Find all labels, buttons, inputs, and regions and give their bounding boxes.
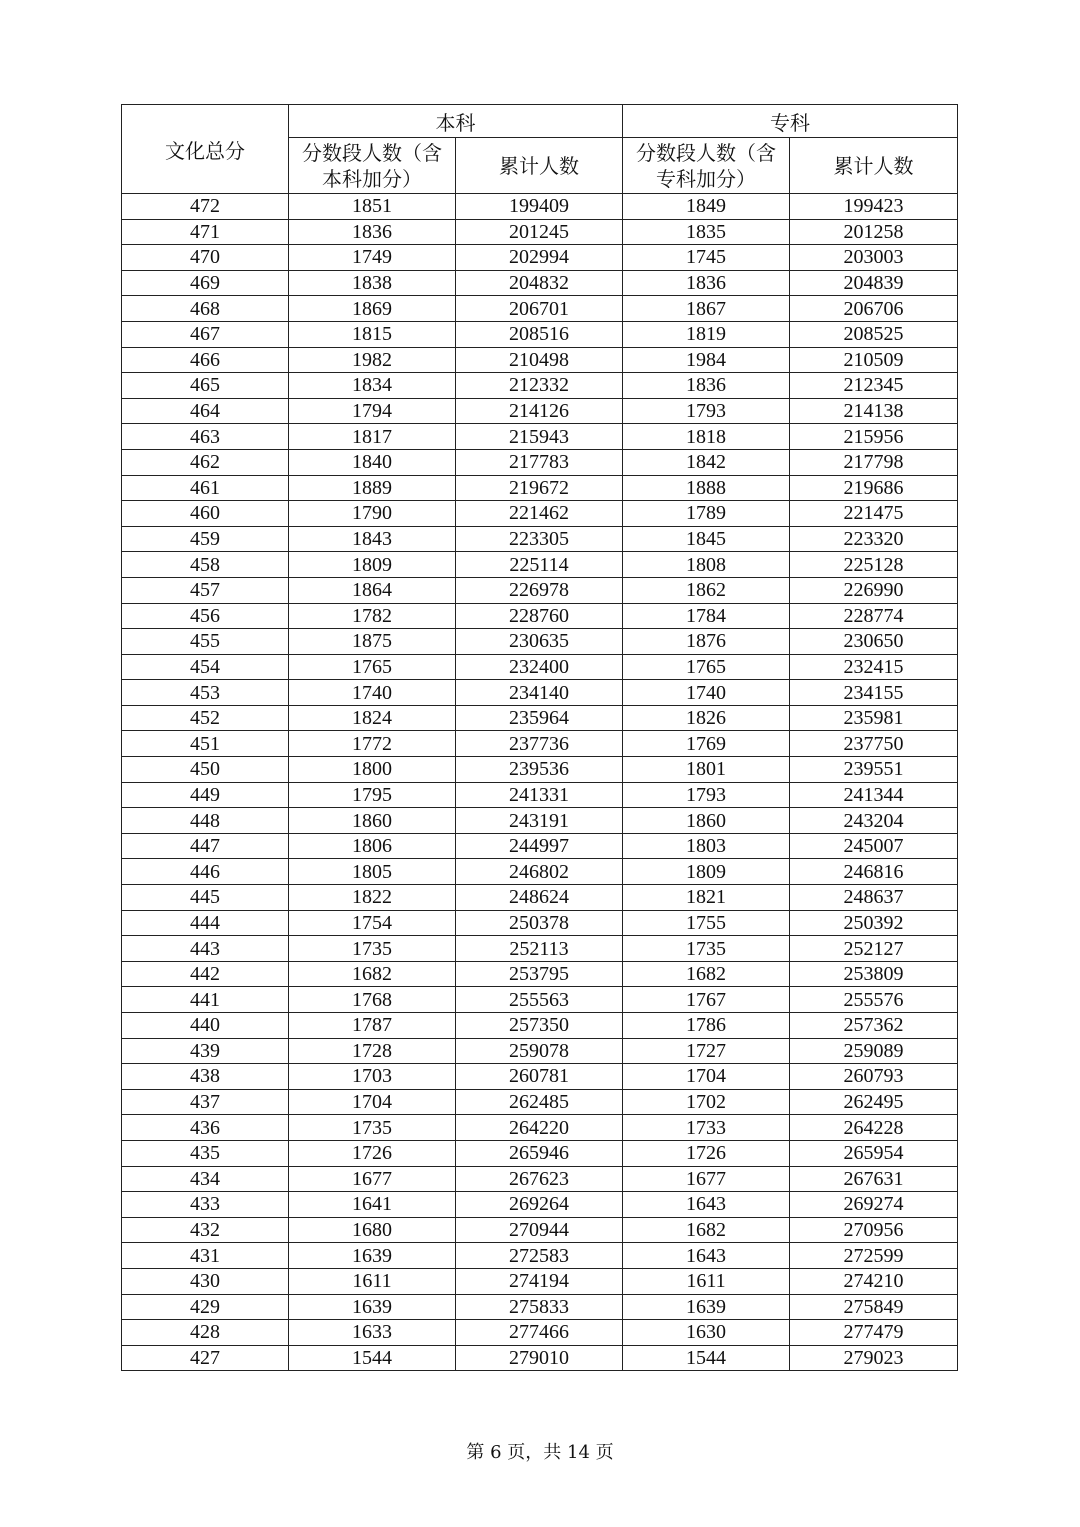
college-count-cell: 1809 (623, 859, 790, 885)
table-row (122, 987, 958, 1013)
table-row (122, 1192, 958, 1218)
college-cumulative-cell: 267631 (790, 1166, 958, 1192)
score-cell: 454 (122, 654, 289, 680)
college-cumulative-cell: 248637 (790, 885, 958, 911)
score-cell: 444 (122, 910, 289, 936)
table-row (122, 1294, 958, 1320)
undergrad-count-cell: 1822 (289, 885, 456, 911)
score-distribution-table (121, 104, 958, 1371)
score-cell: 441 (122, 987, 289, 1013)
table-row (122, 808, 958, 834)
college-count-cell: 1836 (623, 373, 790, 399)
score-cell: 451 (122, 731, 289, 757)
college-count-cell: 1682 (623, 1217, 790, 1243)
college-count-cell: 1677 (623, 1166, 790, 1192)
score-cell: 434 (122, 1166, 289, 1192)
college-cumulative-cell: 272599 (790, 1243, 958, 1269)
undergrad-count-cell: 1824 (289, 705, 456, 731)
college-count-cell: 1836 (623, 270, 790, 296)
college-count-cell: 1826 (623, 705, 790, 731)
college-count-cell: 1643 (623, 1243, 790, 1269)
college-cumulative-cell: 221475 (790, 501, 958, 527)
table-row (122, 296, 958, 322)
undergrad-cumulative-cell: 253795 (456, 961, 623, 987)
college-count-cell: 1818 (623, 424, 790, 450)
header-college: 专科 (623, 105, 958, 138)
undergrad-count-cell: 1817 (289, 424, 456, 450)
score-cell: 464 (122, 398, 289, 424)
table-row (122, 219, 958, 245)
table-row (122, 1268, 958, 1294)
college-cumulative-cell: 270956 (790, 1217, 958, 1243)
score-cell: 431 (122, 1243, 289, 1269)
college-count-cell: 1733 (623, 1115, 790, 1141)
undergrad-cumulative-cell: 199409 (456, 194, 623, 220)
undergrad-cumulative-cell: 230635 (456, 629, 623, 655)
college-count-cell: 1819 (623, 321, 790, 347)
college-cumulative-cell: 252127 (790, 936, 958, 962)
college-cumulative-cell: 212345 (790, 373, 958, 399)
college-count-cell: 1630 (623, 1320, 790, 1346)
undergrad-cumulative-cell: 210498 (456, 347, 623, 373)
undergrad-count-cell: 1735 (289, 936, 456, 962)
score-cell: 457 (122, 577, 289, 603)
score-cell: 439 (122, 1038, 289, 1064)
college-cumulative-cell: 241344 (790, 782, 958, 808)
college-count-cell: 1740 (623, 680, 790, 706)
college-cumulative-cell: 234155 (790, 680, 958, 706)
score-cell: 438 (122, 1064, 289, 1090)
table-row (122, 705, 958, 731)
college-count-cell: 1755 (623, 910, 790, 936)
undergrad-cumulative-cell: 241331 (456, 782, 623, 808)
undergrad-cumulative-cell: 250378 (456, 910, 623, 936)
college-cumulative-cell: 265954 (790, 1140, 958, 1166)
table-row (122, 757, 958, 783)
college-cumulative-cell: 208525 (790, 321, 958, 347)
undergrad-cumulative-cell: 206701 (456, 296, 623, 322)
undergrad-count-cell: 1805 (289, 859, 456, 885)
undergrad-cumulative-cell: 221462 (456, 501, 623, 527)
undergrad-cumulative-cell: 201245 (456, 219, 623, 245)
undergrad-count-cell: 1800 (289, 757, 456, 783)
college-count-cell: 1767 (623, 987, 790, 1013)
college-cumulative-cell: 255576 (790, 987, 958, 1013)
header-undergrad-count (289, 138, 456, 194)
college-count-cell: 1821 (623, 885, 790, 911)
college-count-cell: 1876 (623, 629, 790, 655)
undergrad-count-cell: 1639 (289, 1243, 456, 1269)
header-college-cumulative: 累计人数 (790, 138, 958, 194)
college-cumulative-cell: 235981 (790, 705, 958, 731)
undergrad-cumulative-cell: 234140 (456, 680, 623, 706)
header-undergrad-count-line1: 分数段人数（含 (302, 140, 442, 165)
college-cumulative-cell: 257362 (790, 1013, 958, 1039)
undergrad-count-cell: 1982 (289, 347, 456, 373)
score-cell: 463 (122, 424, 289, 450)
college-cumulative-cell: 262495 (790, 1089, 958, 1115)
college-count-cell: 1611 (623, 1268, 790, 1294)
college-count-cell: 1727 (623, 1038, 790, 1064)
table-row (122, 347, 958, 373)
undergrad-count-cell: 1728 (289, 1038, 456, 1064)
college-cumulative-cell: 217798 (790, 449, 958, 475)
undergrad-count-cell: 1838 (289, 270, 456, 296)
college-count-cell: 1643 (623, 1192, 790, 1218)
undergrad-cumulative-cell: 260781 (456, 1064, 623, 1090)
college-cumulative-cell: 210509 (790, 347, 958, 373)
college-count-cell: 1682 (623, 961, 790, 987)
college-count-cell: 1704 (623, 1064, 790, 1090)
undergrad-count-cell: 1740 (289, 680, 456, 706)
undergrad-cumulative-cell: 270944 (456, 1217, 623, 1243)
score-cell: 469 (122, 270, 289, 296)
undergrad-count-cell: 1815 (289, 321, 456, 347)
undergrad-count-cell: 1843 (289, 526, 456, 552)
table-row (122, 961, 958, 987)
undergrad-count-cell: 1787 (289, 1013, 456, 1039)
college-cumulative-cell: 223320 (790, 526, 958, 552)
score-cell: 447 (122, 833, 289, 859)
college-count-cell: 1702 (623, 1089, 790, 1115)
undergrad-cumulative-cell: 267623 (456, 1166, 623, 1192)
college-count-cell: 1984 (623, 347, 790, 373)
undergrad-count-cell: 1726 (289, 1140, 456, 1166)
header-college-count-line2: 专科加分） (656, 166, 756, 191)
table-row (122, 1320, 958, 1346)
undergrad-count-cell: 1749 (289, 245, 456, 271)
college-cumulative-cell: 199423 (790, 194, 958, 220)
undergrad-count-cell: 1840 (289, 449, 456, 475)
college-cumulative-cell: 269274 (790, 1192, 958, 1218)
undergrad-cumulative-cell: 219672 (456, 475, 623, 501)
undergrad-cumulative-cell: 215943 (456, 424, 623, 450)
undergrad-cumulative-cell: 257350 (456, 1013, 623, 1039)
college-cumulative-cell: 239551 (790, 757, 958, 783)
score-cell: 472 (122, 194, 289, 220)
score-cell: 466 (122, 347, 289, 373)
college-cumulative-cell: 225128 (790, 552, 958, 578)
college-cumulative-cell: 243204 (790, 808, 958, 834)
college-cumulative-cell: 230650 (790, 629, 958, 655)
header-college-count (623, 138, 790, 194)
undergrad-count-cell: 1682 (289, 961, 456, 987)
college-cumulative-cell: 245007 (790, 833, 958, 859)
college-cumulative-cell: 260793 (790, 1064, 958, 1090)
header-total-score: 文化总分 (122, 105, 289, 194)
undergrad-count-cell: 1795 (289, 782, 456, 808)
score-cell: 460 (122, 501, 289, 527)
table-row (122, 680, 958, 706)
table-row (122, 603, 958, 629)
table-row (122, 910, 958, 936)
undergrad-cumulative-cell: 246802 (456, 859, 623, 885)
college-count-cell: 1849 (623, 194, 790, 220)
college-cumulative-cell: 228774 (790, 603, 958, 629)
table-row (122, 321, 958, 347)
college-count-cell: 1801 (623, 757, 790, 783)
table-row (122, 731, 958, 757)
table-row (122, 245, 958, 271)
score-cell: 437 (122, 1089, 289, 1115)
undergrad-cumulative-cell: 204832 (456, 270, 623, 296)
undergrad-cumulative-cell: 208516 (456, 321, 623, 347)
undergrad-cumulative-cell: 244997 (456, 833, 623, 859)
table-row (122, 1345, 958, 1371)
college-cumulative-cell: 275849 (790, 1294, 958, 1320)
score-cell: 440 (122, 1013, 289, 1039)
undergrad-cumulative-cell: 265946 (456, 1140, 623, 1166)
table-row (122, 859, 958, 885)
undergrad-count-cell: 1641 (289, 1192, 456, 1218)
table-row (122, 1115, 958, 1141)
college-cumulative-cell: 226990 (790, 577, 958, 603)
undergrad-cumulative-cell: 237736 (456, 731, 623, 757)
table-row (122, 1140, 958, 1166)
college-count-cell: 1544 (623, 1345, 790, 1371)
table-row (122, 1243, 958, 1269)
table-row (122, 885, 958, 911)
table-row (122, 1166, 958, 1192)
undergrad-count-cell: 1836 (289, 219, 456, 245)
header-undergrad-count-line2: 本科加分） (322, 166, 422, 191)
header-undergrad: 本科 (289, 105, 623, 138)
score-cell: 470 (122, 245, 289, 271)
score-cell: 452 (122, 705, 289, 731)
score-cell: 453 (122, 680, 289, 706)
college-count-cell: 1745 (623, 245, 790, 271)
undergrad-cumulative-cell: 255563 (456, 987, 623, 1013)
undergrad-cumulative-cell: 274194 (456, 1268, 623, 1294)
score-cell: 436 (122, 1115, 289, 1141)
table-row (122, 194, 958, 220)
college-count-cell: 1793 (623, 782, 790, 808)
score-cell: 446 (122, 859, 289, 885)
score-cell: 461 (122, 475, 289, 501)
college-count-cell: 1867 (623, 296, 790, 322)
undergrad-cumulative-cell: 277466 (456, 1320, 623, 1346)
undergrad-cumulative-cell: 252113 (456, 936, 623, 962)
undergrad-cumulative-cell: 243191 (456, 808, 623, 834)
undergrad-count-cell: 1889 (289, 475, 456, 501)
undergrad-count-cell: 1765 (289, 654, 456, 680)
table-row (122, 782, 958, 808)
score-cell: 468 (122, 296, 289, 322)
undergrad-count-cell: 1754 (289, 910, 456, 936)
college-cumulative-cell: 206706 (790, 296, 958, 322)
college-cumulative-cell: 264228 (790, 1115, 958, 1141)
table-row (122, 1013, 958, 1039)
college-count-cell: 1845 (623, 526, 790, 552)
undergrad-count-cell: 1677 (289, 1166, 456, 1192)
table-row (122, 501, 958, 527)
undergrad-cumulative-cell: 214126 (456, 398, 623, 424)
undergrad-cumulative-cell: 226978 (456, 577, 623, 603)
undergrad-cumulative-cell: 228760 (456, 603, 623, 629)
undergrad-count-cell: 1875 (289, 629, 456, 655)
table-row (122, 526, 958, 552)
undergrad-count-cell: 1806 (289, 833, 456, 859)
undergrad-count-cell: 1809 (289, 552, 456, 578)
undergrad-cumulative-cell: 269264 (456, 1192, 623, 1218)
college-cumulative-cell: 204839 (790, 270, 958, 296)
table-row (122, 373, 958, 399)
undergrad-count-cell: 1782 (289, 603, 456, 629)
table-row (122, 398, 958, 424)
score-cell: 467 (122, 321, 289, 347)
college-cumulative-cell: 253809 (790, 961, 958, 987)
undergrad-cumulative-cell: 248624 (456, 885, 623, 911)
undergrad-count-cell: 1544 (289, 1345, 456, 1371)
score-cell: 449 (122, 782, 289, 808)
college-cumulative-cell: 215956 (790, 424, 958, 450)
score-cell: 459 (122, 526, 289, 552)
score-cell: 458 (122, 552, 289, 578)
undergrad-cumulative-cell: 264220 (456, 1115, 623, 1141)
undergrad-count-cell: 1768 (289, 987, 456, 1013)
score-cell: 428 (122, 1320, 289, 1346)
undergrad-cumulative-cell: 225114 (456, 552, 623, 578)
table-row (122, 270, 958, 296)
score-cell: 455 (122, 629, 289, 655)
undergrad-count-cell: 1869 (289, 296, 456, 322)
score-cell: 448 (122, 808, 289, 834)
college-count-cell: 1769 (623, 731, 790, 757)
undergrad-cumulative-cell: 202994 (456, 245, 623, 271)
college-cumulative-cell: 232415 (790, 654, 958, 680)
undergrad-cumulative-cell: 232400 (456, 654, 623, 680)
college-count-cell: 1784 (623, 603, 790, 629)
undergrad-cumulative-cell: 235964 (456, 705, 623, 731)
college-count-cell: 1803 (623, 833, 790, 859)
undergrad-cumulative-cell: 239536 (456, 757, 623, 783)
college-cumulative-cell: 246816 (790, 859, 958, 885)
table-row (122, 1217, 958, 1243)
college-cumulative-cell: 279023 (790, 1345, 958, 1371)
table-row (122, 449, 958, 475)
undergrad-count-cell: 1864 (289, 577, 456, 603)
score-cell: 433 (122, 1192, 289, 1218)
college-count-cell: 1765 (623, 654, 790, 680)
table-row (122, 936, 958, 962)
college-cumulative-cell: 219686 (790, 475, 958, 501)
undergrad-count-cell: 1680 (289, 1217, 456, 1243)
undergrad-count-cell: 1772 (289, 731, 456, 757)
college-count-cell: 1835 (623, 219, 790, 245)
college-count-cell: 1735 (623, 936, 790, 962)
undergrad-cumulative-cell: 279010 (456, 1345, 623, 1371)
undergrad-cumulative-cell: 275833 (456, 1294, 623, 1320)
college-cumulative-cell: 201258 (790, 219, 958, 245)
score-cell: 430 (122, 1268, 289, 1294)
undergrad-cumulative-cell: 223305 (456, 526, 623, 552)
college-count-cell: 1793 (623, 398, 790, 424)
score-cell: 456 (122, 603, 289, 629)
table-row (122, 629, 958, 655)
college-cumulative-cell: 250392 (790, 910, 958, 936)
table-row (122, 577, 958, 603)
undergrad-count-cell: 1611 (289, 1268, 456, 1294)
score-cell: 435 (122, 1140, 289, 1166)
college-count-cell: 1860 (623, 808, 790, 834)
college-count-cell: 1726 (623, 1140, 790, 1166)
undergrad-cumulative-cell: 212332 (456, 373, 623, 399)
undergrad-count-cell: 1860 (289, 808, 456, 834)
score-cell: 471 (122, 219, 289, 245)
score-cell: 450 (122, 757, 289, 783)
college-count-cell: 1786 (623, 1013, 790, 1039)
score-cell: 429 (122, 1294, 289, 1320)
table-row (122, 1038, 958, 1064)
college-count-cell: 1842 (623, 449, 790, 475)
college-cumulative-cell: 259089 (790, 1038, 958, 1064)
undergrad-count-cell: 1851 (289, 194, 456, 220)
college-count-cell: 1639 (623, 1294, 790, 1320)
score-cell: 443 (122, 936, 289, 962)
table-row (122, 1064, 958, 1090)
undergrad-count-cell: 1790 (289, 501, 456, 527)
college-count-cell: 1862 (623, 577, 790, 603)
table-body (122, 194, 958, 1371)
undergrad-cumulative-cell: 217783 (456, 449, 623, 475)
college-cumulative-cell: 274210 (790, 1268, 958, 1294)
undergrad-count-cell: 1735 (289, 1115, 456, 1141)
college-cumulative-cell: 203003 (790, 245, 958, 271)
header-college-count-line1: 分数段人数（含 (636, 140, 776, 165)
college-cumulative-cell: 214138 (790, 398, 958, 424)
table-row (122, 552, 958, 578)
college-count-cell: 1888 (623, 475, 790, 501)
college-count-cell: 1808 (623, 552, 790, 578)
table-row (122, 1089, 958, 1115)
score-cell: 442 (122, 961, 289, 987)
college-cumulative-cell: 277479 (790, 1320, 958, 1346)
score-cell: 462 (122, 449, 289, 475)
undergrad-count-cell: 1704 (289, 1089, 456, 1115)
score-cell: 465 (122, 373, 289, 399)
undergrad-cumulative-cell: 259078 (456, 1038, 623, 1064)
page-number: 第 6 页，共 14 页 (466, 1442, 614, 1463)
score-cell: 427 (122, 1345, 289, 1371)
undergrad-cumulative-cell: 272583 (456, 1243, 623, 1269)
undergrad-cumulative-cell: 262485 (456, 1089, 623, 1115)
college-count-cell: 1789 (623, 501, 790, 527)
table-row (122, 475, 958, 501)
header-undergrad-cumulative: 累计人数 (456, 138, 623, 194)
score-cell: 432 (122, 1217, 289, 1243)
undergrad-count-cell: 1794 (289, 398, 456, 424)
score-cell: 445 (122, 885, 289, 911)
table-row (122, 654, 958, 680)
undergrad-count-cell: 1639 (289, 1294, 456, 1320)
table-row (122, 424, 958, 450)
undergrad-count-cell: 1703 (289, 1064, 456, 1090)
undergrad-count-cell: 1633 (289, 1320, 456, 1346)
college-cumulative-cell: 237750 (790, 731, 958, 757)
undergrad-count-cell: 1834 (289, 373, 456, 399)
table-row (122, 833, 958, 859)
